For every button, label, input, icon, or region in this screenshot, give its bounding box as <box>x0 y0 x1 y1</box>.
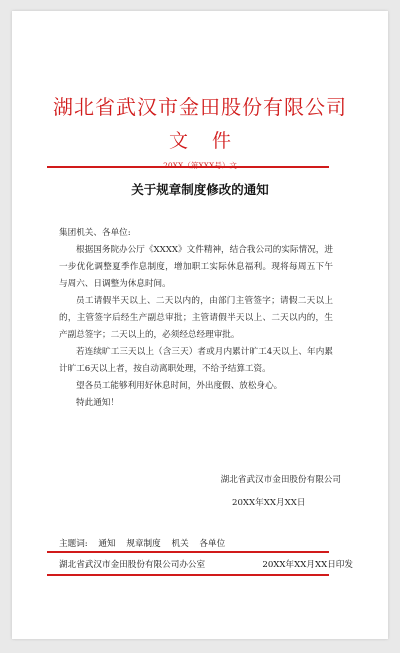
signature-date: 20XX年XX月XX日 <box>232 498 306 508</box>
issuing-office: 湖北省武汉市金田股份有限公司办公室 <box>59 560 206 570</box>
footer-bottom-red-rule <box>47 574 329 576</box>
salutation: 集团机关、各单位: <box>59 228 131 238</box>
paragraph: 特此通知！ <box>76 398 119 408</box>
keyword: 规章制度 <box>126 539 161 549</box>
keyword: 各单位 <box>199 539 226 549</box>
keyword: 机关 <box>171 539 189 549</box>
keywords-label: 主题词: <box>59 539 88 549</box>
notice-body <box>59 225 333 412</box>
header-red-divider <box>47 166 329 168</box>
paragraph: 员工请假半天以上、二天以内的，由部门主管签字；请假二天以上的，主管签字后经生产副总审批；主管请假半天以上、二天以内的，生产副总签字；二天以上的，必须经总经理审批。 <box>59 296 333 340</box>
keyword: 通知 <box>98 539 116 549</box>
notice-title: 关于规章制度修改的通知 <box>131 182 269 197</box>
document-type-heading: 文件 <box>168 130 255 152</box>
subject-keywords <box>59 538 233 550</box>
paragraph: 望各员工能够利用好休息时间，外出度假、放松身心。 <box>76 381 283 391</box>
paragraph: 若连续旷工三天以上（含三天）者或月内累计旷工4天以上、年内累计旷工6天以上者，按自动离职处理，不给予结算工资。 <box>59 347 333 374</box>
paragraph: 根据国务院办公厅《XXXX》文件精神，结合我公司的实际情况，进一步优化调整夏季作息制度，增加职工实际休息福利。现将每周五下午与周六、日调整为休息时间。 <box>59 245 333 289</box>
footer-top-red-rule <box>47 551 329 553</box>
issuing-organization-header: 湖北省武汉市金田股份有限公司 <box>53 95 347 119</box>
print-date: 20XX年XX月XX日印发 <box>262 560 353 570</box>
signature-organization: 湖北省武汉市金田股份有限公司 <box>220 475 341 485</box>
